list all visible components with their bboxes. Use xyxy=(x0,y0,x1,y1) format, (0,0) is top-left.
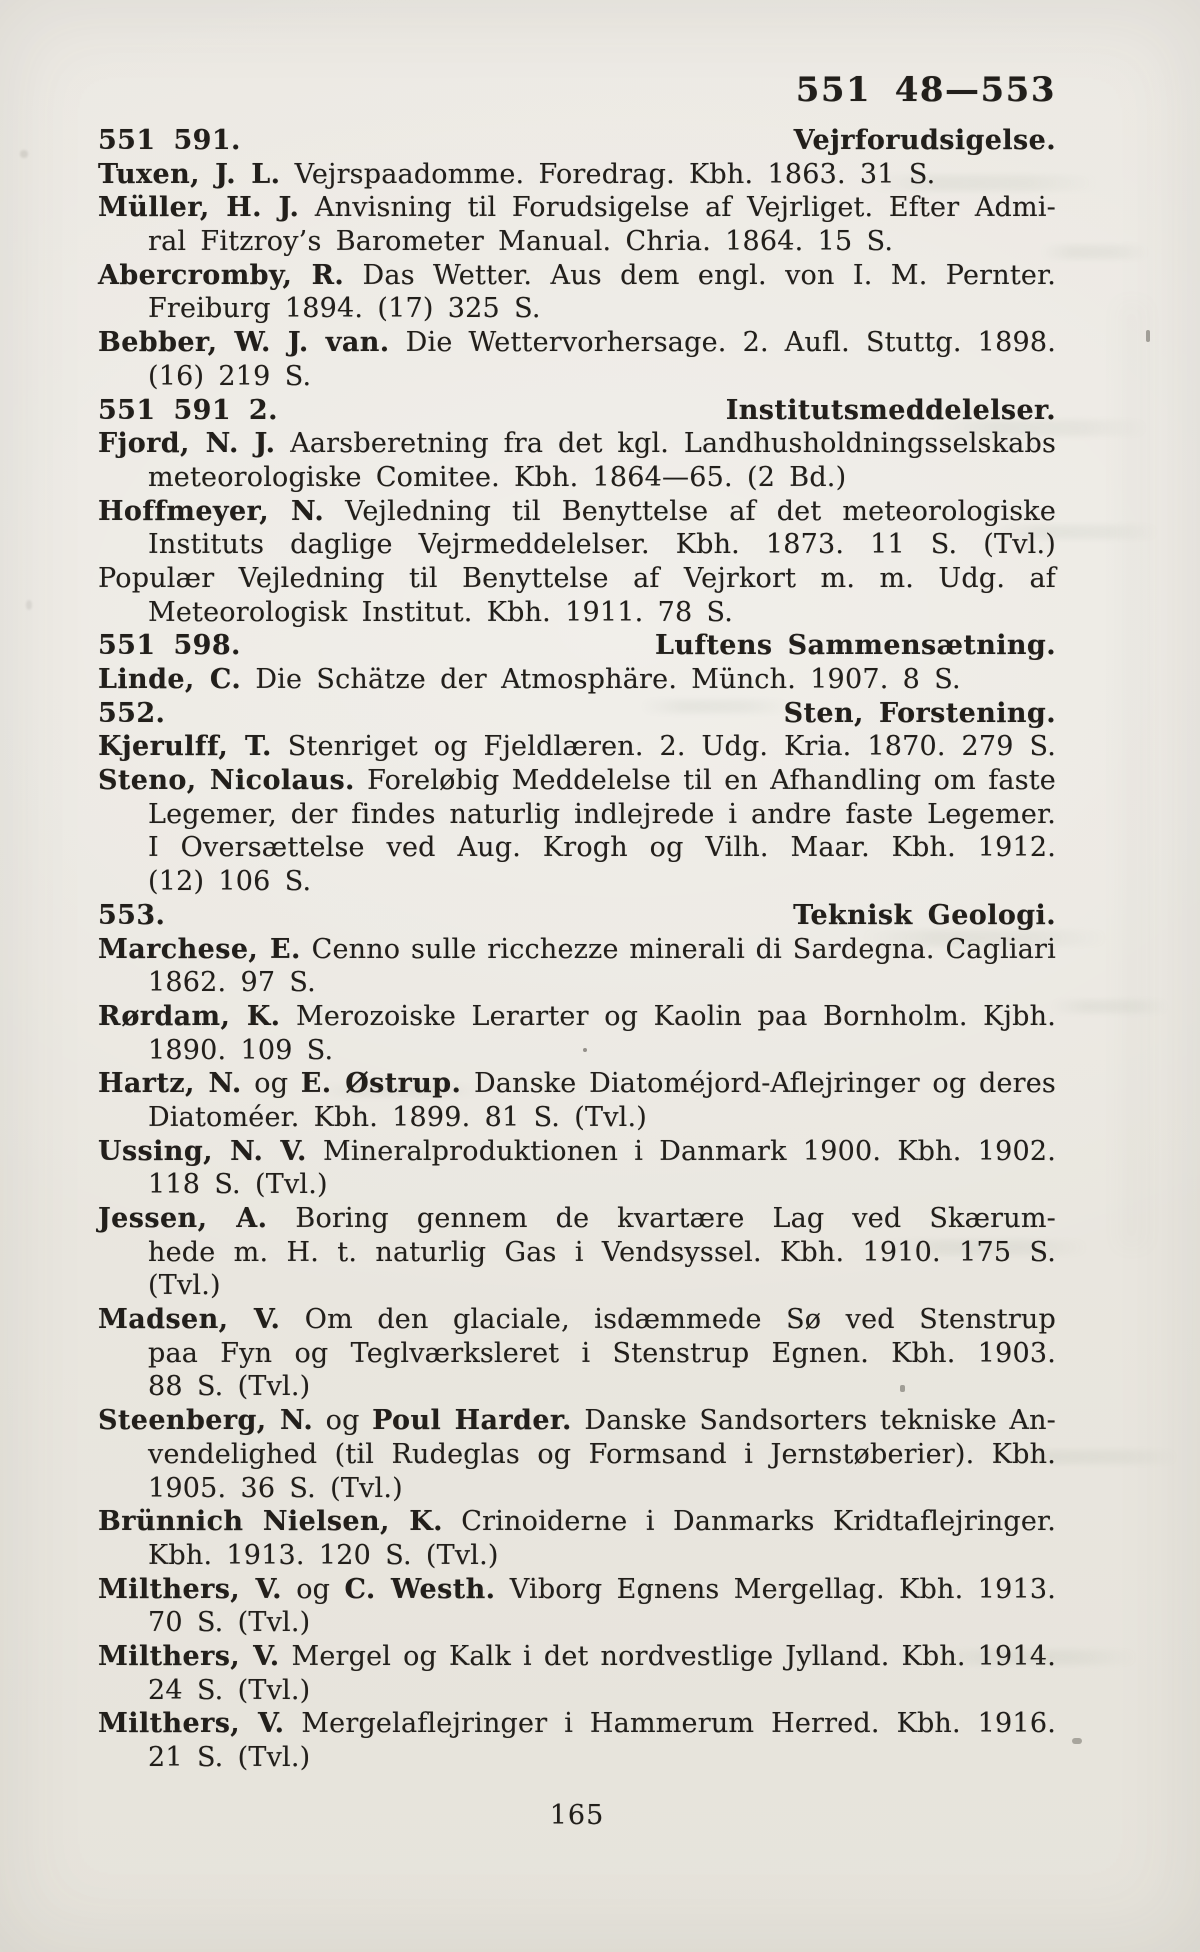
entry-author: E. Østrup. xyxy=(300,1068,462,1100)
entry-text: Vejrspaadomme. Foredrag. Kbh. 1863. 31 S. xyxy=(280,158,936,190)
entry-line xyxy=(98,1438,1056,1472)
entry-author: Abercromby, R. xyxy=(98,259,345,291)
entry-line xyxy=(98,1674,1056,1708)
entry-line xyxy=(98,360,1056,394)
bibliography-entry xyxy=(98,158,1056,192)
entry-text: Kbh. 1913. 120 S. (Tvl.) xyxy=(148,1539,499,1571)
section-code: 551 591 2. xyxy=(98,394,278,426)
entry-author: Poul Harder. xyxy=(372,1405,572,1437)
entry-text: Vejledning til Benyttelse af det meteorologiske xyxy=(324,495,1056,527)
entry-line xyxy=(98,1337,1056,1371)
entry-author: Milthers, V. xyxy=(98,1640,280,1672)
bibliography-entry xyxy=(98,1067,1056,1134)
bibliography-entry xyxy=(98,326,1056,393)
entry-line xyxy=(98,1707,1056,1741)
section-header xyxy=(98,124,1056,158)
entry-line xyxy=(98,1034,1056,1068)
entry-text: meteorologiske Comitee. Kbh. 1864—65. (2 Bd.) xyxy=(148,461,847,493)
entry-line xyxy=(98,1303,1056,1337)
section-title: Institutsmeddelelser. xyxy=(725,394,1056,426)
entry-text: Mineralproduktionen i Danmark 1900. Kbh. 1902. xyxy=(306,1135,1056,1167)
entry-author: Bebber, W. J. van. xyxy=(98,327,390,359)
bibliography-entry xyxy=(98,730,1056,764)
entry-text: Meteorologisk Institut. Kbh. 1911. 78 S. xyxy=(148,596,734,628)
section-title: Luftens Sammensætning. xyxy=(654,630,1056,662)
entry-author: Milthers, V. xyxy=(98,1708,285,1740)
entry-author: Fjord, N. J. xyxy=(98,428,276,460)
entry-line xyxy=(98,1067,1056,1101)
entry-text: vendelighed (til Rudeglas og Formsand i Jernstøberier). Kbh. xyxy=(148,1438,1056,1470)
entry-line xyxy=(98,764,1056,798)
entry-author: Kjerulff, T. xyxy=(98,731,272,763)
entry-line xyxy=(98,1202,1056,1236)
entry-author: Brünnich Nielsen, K. xyxy=(98,1506,443,1538)
entry-author: Steno, Nicolaus. xyxy=(98,765,355,797)
page-header-code-range: 551 48—553 xyxy=(795,70,1056,110)
entry-line xyxy=(98,865,1056,899)
bibliography-entry xyxy=(98,764,1056,899)
entry-line xyxy=(98,528,1056,562)
showthrough-smudge xyxy=(1040,245,1150,259)
entry-text: og xyxy=(241,1068,301,1100)
entry-line xyxy=(98,730,1056,764)
entry-line xyxy=(98,1269,1056,1303)
bibliography-entry xyxy=(98,259,1056,326)
entry-text: Merozoiske Lerarter og Kaolin paa Bornholm. Kjbh. xyxy=(280,1000,1056,1032)
entry-text: og xyxy=(281,1573,345,1605)
entry-line xyxy=(98,1741,1056,1775)
entry-line xyxy=(98,225,1056,259)
bibliography-entry xyxy=(98,663,1056,697)
entry-text: og xyxy=(313,1405,373,1437)
bibliography-entry xyxy=(98,1640,1056,1707)
entry-text: paa Fyn og Teglværksleret i Stenstrup Egnen. Kbh. 1903. xyxy=(148,1337,1056,1369)
entry-text: Crinoiderne i Danmarks Kridtaflejringer. xyxy=(442,1506,1056,1538)
entry-text: 21 S. (Tvl.) xyxy=(148,1742,311,1773)
bibliography-entry xyxy=(98,562,1056,629)
entry-text: Anvisning til Forudsigelse af Vejrliget. Efter Admi- xyxy=(299,192,1056,224)
entry-author: Ussing, N. V. xyxy=(98,1135,307,1167)
bibliography-entry xyxy=(98,1505,1056,1572)
entry-author: C. Westh. xyxy=(344,1573,496,1605)
text-block xyxy=(98,124,1056,1775)
bibliography-entry xyxy=(98,1303,1056,1404)
entry-text: 88 S. (Tvl.) xyxy=(148,1371,311,1403)
entry-line xyxy=(98,1236,1056,1270)
section-code: 551 598. xyxy=(98,630,241,662)
entry-line xyxy=(98,1539,1056,1573)
entry-line xyxy=(98,495,1056,529)
showthrough-smudge xyxy=(1110,300,1156,1250)
entry-line xyxy=(98,831,1056,865)
entry-text: Stenriget og Fjeldlæren. 2. Udg. Kria. 1870. 279 S. xyxy=(271,731,1056,763)
scan-speck xyxy=(1072,1738,1082,1744)
entry-text: Aarsberetning fra det kgl. Landhusholdningsselskabs xyxy=(275,428,1057,460)
bibliography-entry xyxy=(98,1573,1056,1640)
entry-text: 1862. 97 S. xyxy=(148,967,316,999)
entry-text: Foreløbig Meddelelse til en Afhandling om faste xyxy=(354,765,1056,797)
entry-text: Mergel og Kalk i det nordvestlige Jylland. Kbh. 1914. xyxy=(279,1640,1056,1672)
bibliography-entry xyxy=(98,1707,1056,1774)
entry-text: Das Wetter. Aus dem engl. von I. M. Pernter. xyxy=(344,259,1056,291)
entry-line xyxy=(98,1606,1056,1640)
entry-text: 70 S. (Tvl.) xyxy=(148,1607,311,1639)
section-title: Teknisk Geologi. xyxy=(793,899,1056,931)
bibliography-entry xyxy=(98,427,1056,494)
section-header xyxy=(98,629,1056,663)
bibliography-entry xyxy=(98,933,1056,1000)
page-number: 165 xyxy=(549,1800,605,1831)
entry-author: Marchese, E. xyxy=(98,933,301,965)
entry-author: Müller, H. J. xyxy=(98,192,300,224)
section-title: Vejrforudsigelse. xyxy=(793,125,1056,156)
entry-text: Danske Sandsorters tekniske An- xyxy=(571,1405,1056,1437)
entry-line xyxy=(98,1101,1056,1135)
entry-line xyxy=(98,326,1056,360)
scan-speck xyxy=(1146,330,1150,342)
entry-line xyxy=(98,158,1056,192)
entry-line xyxy=(98,1640,1056,1674)
section-header xyxy=(98,697,1056,731)
entry-author: Rørdam, K. xyxy=(98,1000,281,1032)
entry-text: Die Schätze der Atmosphäre. Münch. 1907. 8 S. xyxy=(241,664,961,695)
entry-text: Freiburg 1894. (17) 325 S. xyxy=(148,293,541,325)
section-code: 552. xyxy=(98,697,166,729)
entry-author: Hoffmeyer, N. xyxy=(98,495,325,527)
entry-text: Boring gennem de kvartære Lag ved Skærum- xyxy=(267,1203,1056,1234)
entry-line xyxy=(98,1404,1056,1438)
entry-text: 118 S. (Tvl.) xyxy=(148,1169,328,1201)
entry-line xyxy=(98,461,1056,495)
entry-author: Jessen, A. xyxy=(98,1203,268,1234)
bibliography-entry xyxy=(98,1202,1056,1303)
entry-line xyxy=(98,663,1056,697)
entry-text: I Oversættelse ved Aug. Krogh og Vilh. Maar. Kbh. 1912. xyxy=(148,832,1056,864)
entry-line xyxy=(98,596,1056,630)
entry-text: Cenno sulle ricchezze minerali di Sardegna. Cagliari xyxy=(300,933,1056,965)
entry-author: Hartz, N. xyxy=(98,1068,242,1100)
entry-text: Om den glaciale, isdæmmede Sø ved Stenstrup xyxy=(280,1304,1056,1336)
entry-text: Mergelaflejringer i Hammerum Herred. Kbh. 1916. xyxy=(284,1708,1056,1740)
entry-text: Viborg Egnens Mergellag. Kbh. 1913. xyxy=(495,1573,1056,1605)
entry-text: 1905. 36 S. (Tvl.) xyxy=(148,1472,403,1504)
entry-text: ral Fitzroy’s Barometer Manual. Chria. 1864. 15 S. xyxy=(148,226,894,258)
entry-line xyxy=(98,1135,1056,1169)
bibliography-entry xyxy=(98,1000,1056,1067)
entry-author: Madsen, V. xyxy=(98,1304,281,1336)
entry-line xyxy=(98,1168,1056,1202)
entry-text: Populær Vejledning til Benyttelse af Vejrkort m. m. Udg. af xyxy=(98,562,1056,594)
scan-speck xyxy=(26,600,32,610)
entry-line xyxy=(98,191,1056,225)
entry-author: Milthers, V. xyxy=(98,1573,282,1605)
entry-text: Instituts daglige Vejrmeddelelser. Kbh. 1873. 11 S. (Tvl.) xyxy=(148,529,1056,561)
entry-line xyxy=(98,1505,1056,1539)
section-title: Sten, Forstening. xyxy=(783,697,1056,729)
section-header xyxy=(98,394,1056,428)
entry-text: Die Wettervorhersage. 2. Aufl. Stuttg. 1898. xyxy=(389,327,1056,359)
entry-line xyxy=(98,1472,1056,1506)
scan-speck xyxy=(20,150,28,158)
entry-line xyxy=(98,1370,1056,1404)
section-code: 553. xyxy=(98,899,166,931)
entry-text: (16) 219 S. xyxy=(148,360,312,392)
entry-text: Legemer, der findes naturlig indlejrede i andre faste Legemer. xyxy=(148,798,1056,830)
entry-text: Danske Diatoméjord-Aflejringer og deres xyxy=(461,1068,1056,1100)
entry-line xyxy=(98,933,1056,967)
entry-line xyxy=(98,798,1056,832)
entry-text: hede m. H. t. naturlig Gas i Vendsyssel. Kbh. 1910. 175 S. xyxy=(148,1236,1056,1268)
entry-line xyxy=(98,562,1056,596)
entry-line xyxy=(98,966,1056,1000)
section-code: 551 591. xyxy=(98,125,241,156)
section-header xyxy=(98,899,1056,933)
entry-line xyxy=(98,259,1056,293)
entry-text: 1890. 109 S. xyxy=(148,1034,334,1066)
bibliography-entry xyxy=(98,191,1056,258)
entry-line xyxy=(98,1573,1056,1607)
entry-line xyxy=(98,292,1056,326)
entry-author: Linde, C. xyxy=(98,664,242,695)
entry-author: Tuxen, J. L. xyxy=(98,158,281,190)
entry-line xyxy=(98,1000,1056,1034)
bibliography-entry xyxy=(98,495,1056,562)
bibliography-entry xyxy=(98,1135,1056,1202)
entry-author: Steenberg, N. xyxy=(98,1405,314,1437)
entry-text: (12) 106 S. xyxy=(148,866,312,898)
entry-text: Diatoméer. Kbh. 1899. 81 S. (Tvl.) xyxy=(148,1101,648,1133)
entry-line xyxy=(98,427,1056,461)
entry-text: (Tvl.) xyxy=(148,1270,221,1302)
entry-text: 24 S. (Tvl.) xyxy=(148,1674,311,1706)
bibliography-entry xyxy=(98,1404,1056,1505)
